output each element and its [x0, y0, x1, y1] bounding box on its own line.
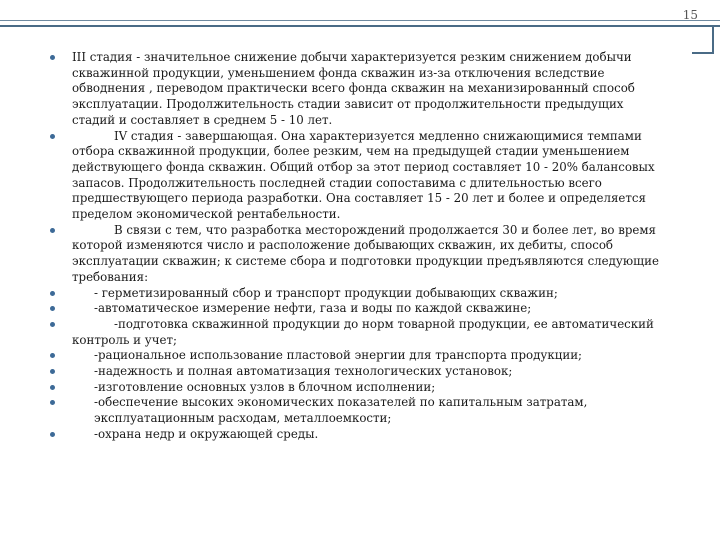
list-item — [50, 348, 670, 364]
list-item — [50, 301, 670, 317]
requirement-item: -охрана недр и окружающей среды. — [94, 426, 319, 441]
bullet-icon — [50, 322, 55, 327]
bullet-icon — [50, 228, 55, 233]
bullet-icon — [50, 306, 55, 311]
bullet-icon — [50, 385, 55, 390]
requirement-item: -изготовление основных узлов в блочном исполнении; — [94, 379, 436, 394]
list-item — [50, 286, 670, 302]
paragraph-stage-3: III стадия - значительное снижение добычи характеризуется резким снижением добычи скважинной продукции, уменьшением фонда скважин из-за отключения вследствие обводнения , переводом практически всего фонда скважин на механизированный способ эксплуатации. Продолжительность стадии зависит от продолжительности предыдущих стадий и составляет в среднем 5 - 10 лет. — [72, 50, 635, 127]
corner-frame — [692, 26, 714, 54]
list-item — [50, 129, 670, 223]
requirement-item: -подготовка скважинной продукции до норм товарной продукции, ее автоматический контроль и учет; — [72, 316, 654, 347]
list-item — [50, 364, 670, 380]
bullet-icon — [50, 291, 55, 296]
bullet-icon — [50, 369, 55, 374]
list-item — [50, 427, 670, 443]
requirement-item: -обеспечение высоких экономических показателей по капитальным затратам, эксплуатационным расходам, металлоемкости; — [94, 395, 588, 426]
requirement-item: -надежность и полная автоматизация технологических установок; — [94, 364, 513, 379]
requirement-item: - герметизированный сбор и транспорт продукции добывающих скважин; — [94, 285, 558, 300]
list-item — [50, 50, 670, 129]
header-rule — [0, 20, 720, 21]
bullet-icon — [50, 134, 55, 139]
paragraph-requirements-intro: В связи с тем, что разработка месторождений продолжается 30 и более лет, во время которой изменяются число и расположение добывающих скважин, их дебиты, способ эксплуатации скважин; к системе сбора и подготовки продукции предъявляются следующие требования: — [72, 222, 659, 284]
requirement-item: -автоматическое измерение нефти, газа и воды по каждой скважине; — [94, 301, 532, 316]
list-item — [50, 380, 670, 396]
header-rule-thick — [0, 25, 720, 27]
list-item — [50, 223, 670, 286]
bullet-icon — [50, 400, 55, 405]
page-number: 15 — [682, 8, 698, 22]
bullet-list — [50, 50, 670, 443]
requirement-item: -рациональное использование пластовой энергии для транспорта продукции; — [94, 348, 583, 363]
bullet-icon — [50, 55, 55, 60]
list-item — [50, 395, 670, 426]
bullet-icon — [50, 353, 55, 358]
paragraph-stage-4: IV стадия - завершающая. Она характеризуется медленно снижающимися темпами отбора скважинной продукции, более резким, чем на предыдущей стадии уменьшением действующего фонда скважин. Общий отбор за этот период составляет 10 - 20% балансовых запасов. Продолжительность последней стадии сопоставима с длительностью всего предшествующего периода разработки. Она составляет 15 - 20 лет и более и определяется пределом экономической рентабельности. — [72, 128, 655, 222]
bullet-icon — [50, 432, 55, 437]
list-item — [50, 317, 670, 348]
